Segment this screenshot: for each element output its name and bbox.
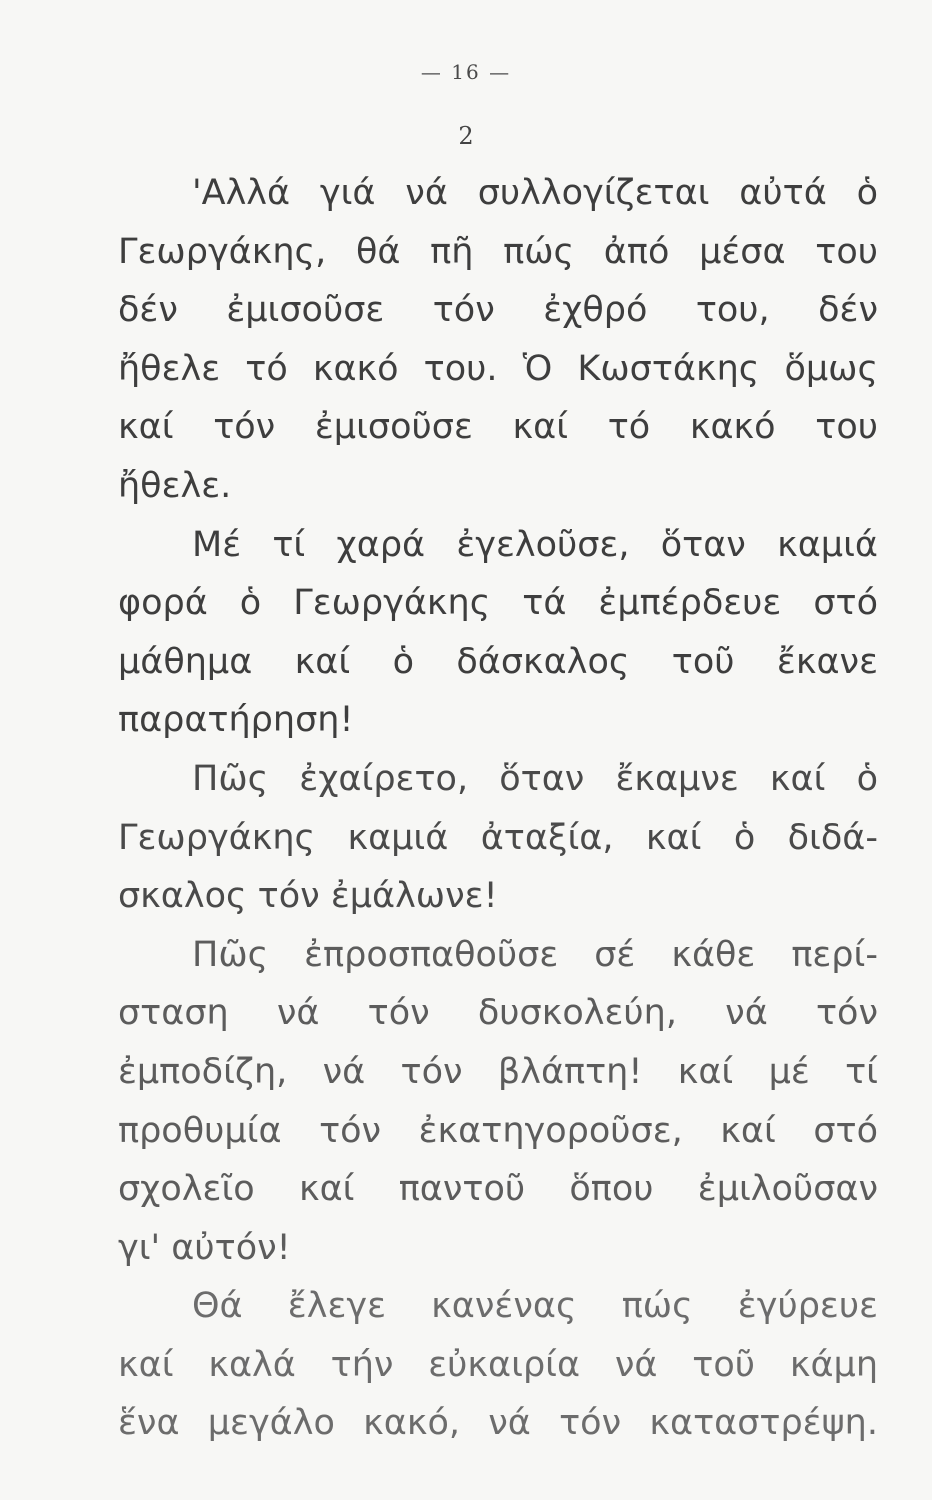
text-line: προθυμία τόν ἐκατηγοροῦσε, καί στό [118, 1110, 878, 1151]
text-line: 'Αλλά γιά νά συλλογίζεται αὐτά ὁ [192, 173, 878, 213]
text-line: σταση νά τόν δυσκολεύη, νά τόν [118, 993, 878, 1034]
text-line: ἤθελε τό κακό του. Ὁ Κωστάκης ὅμως [118, 348, 878, 389]
text-line: καί καλά τήν εὐκαιρία νά τοῦ κάμη [118, 1344, 878, 1385]
paragraph [118, 516, 878, 750]
section-number: 2 [458, 122, 474, 150]
body-text [118, 164, 878, 1453]
text-line: καί τόν ἐμισοῦσε καί τό κακό του [118, 407, 878, 448]
text-line: δέν ἐμισοῦσε τόν ἐχθρό του, δέν [118, 290, 878, 331]
paragraph [118, 750, 878, 926]
text-line: σχολεῖο καί παντοῦ ὅπου ἐμιλοῦσαν [118, 1169, 878, 1210]
text-line: ἤθελε. [118, 465, 232, 506]
text-line: παρατήρηση! [118, 700, 354, 741]
text-line: Γεωργάκης καμιά ἀταξία, καί ὁ διδά- [118, 817, 878, 858]
text-line: Μέ τί χαρά ἐγελοῦσε, ὅταν καμιά [192, 524, 878, 565]
paragraph [118, 164, 878, 516]
text-line: σκαλος τόν ἐμάλωνε! [118, 876, 498, 917]
paragraph [118, 926, 878, 1278]
text-line: γι' αὐτόν! [118, 1227, 291, 1268]
text-line: μάθημα καί ὁ δάσκαλος τοῦ ἔκανε [118, 641, 878, 682]
text-line: ἕνα μεγάλο κακό, νά τόν καταστρέψη. [118, 1403, 878, 1444]
paragraph [118, 1277, 878, 1453]
page-number: — 16 — [420, 60, 512, 84]
text-line: Θά ἔλεγε κανένας πώς ἐγύρευε [192, 1286, 878, 1327]
text-line: φορά ὁ Γεωργάκης τά ἐμπέρδευε στό [118, 583, 878, 624]
text-line: ἐμποδίζη, νά τόν βλάπτη! καί μέ τί [118, 1051, 878, 1092]
text-line: Γεωργάκης, θά πῆ πώς ἀπό μέσα του [118, 231, 878, 272]
text-line: Πῶς ἐχαίρετο, ὅταν ἔκαμνε καί ὁ [192, 758, 878, 799]
text-line: Πῶς ἐπροσπαθοῦσε σέ κάθε περί- [192, 934, 878, 975]
